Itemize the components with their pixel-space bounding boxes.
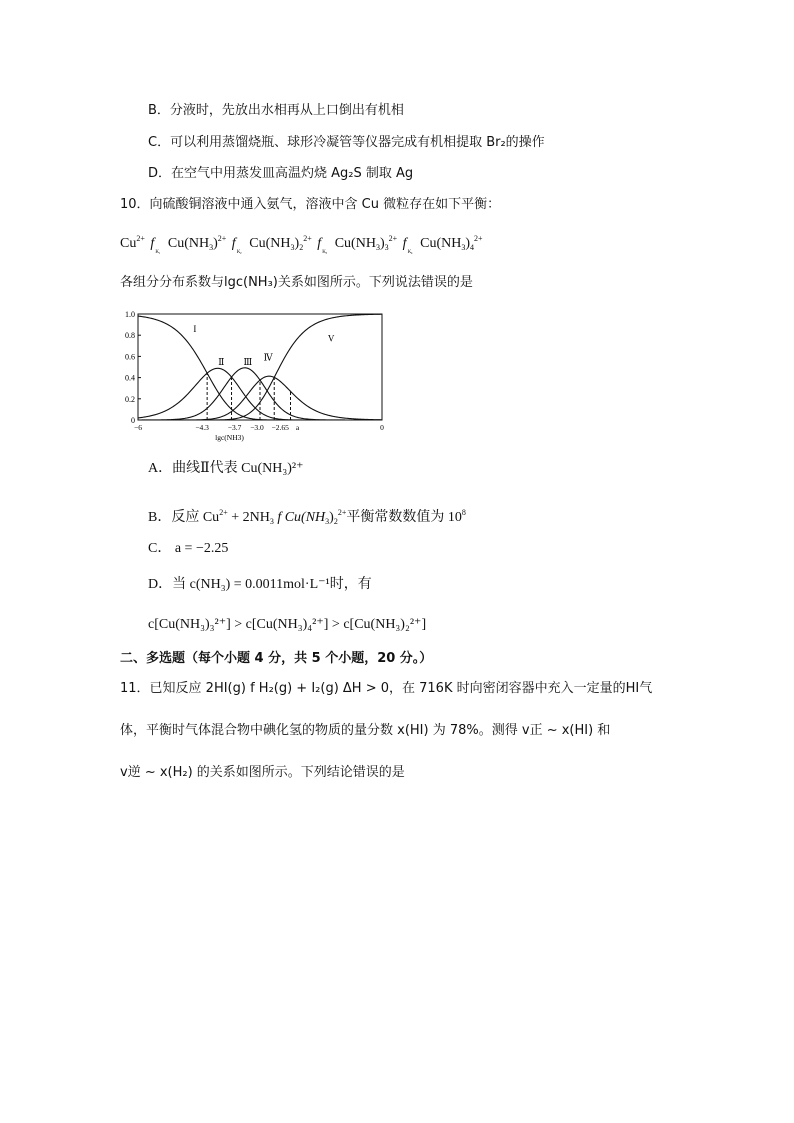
question-11-line1: 11．已知反应 2HI(g) f H₂(g) + I₂(g) ΔH > 0，在 716K 时向密闭容器中充入一定量的HI气: [120, 681, 653, 696]
x-tick-label: a: [295, 423, 300, 432]
x-tick-label: 0: [380, 423, 384, 432]
series-label: V: [327, 333, 335, 344]
eq-arrow-3: f K₃: [317, 236, 327, 255]
option-d: D．在空气中用蒸发皿高温灼烧 Ag₂S 制取 Ag: [148, 166, 414, 181]
eq-arrow-1: f K₁: [150, 236, 160, 255]
eq-arrow-2: f K₂: [231, 236, 242, 255]
y-tick-label: 0.8: [125, 331, 135, 341]
y-tick-label: 0.4: [125, 373, 135, 383]
option-a: A．曲线Ⅱ代表 Cu(NH₃)²⁺: [148, 461, 304, 476]
option-b: B．分液时，先放出水相再从上口倒出有机相: [148, 103, 404, 118]
y-tick-label: 0.6: [125, 352, 135, 362]
x-axis-label: lgc(NH3): [215, 433, 244, 442]
eq-arrow-4: f K₄: [402, 236, 412, 255]
x-tick-label: −3.0: [250, 423, 264, 432]
series-label: Ⅱ: [218, 356, 225, 367]
option-d-line1: D．当 c(NH₃) = 0.0011mol·L⁻¹时，有: [148, 577, 372, 592]
y-tick-label: 0.2: [125, 394, 135, 404]
equilibrium-chain: $Cu^{2+}$ f K₁ $Cu(NH_3)^{2+}$ f K₂ $Cu(NH_3)_2^{2+}$ f K₃ $Cu(NH_3)_3^{2+}$ f K₄ $Cu(NH_3)_4^{2+}$: [120, 234, 483, 255]
x-tick-label: −4.3: [195, 423, 209, 432]
distribution-chart: [116, 306, 392, 448]
y-tick-label: 1.0: [125, 310, 135, 319]
chart-plot: [125, 310, 384, 442]
eq-cu: Cu: [120, 236, 137, 251]
section-2-heading: 二、多选题（每个小题 4 分，共 5 个小题，20 分。）: [120, 651, 433, 666]
question-11-line3: v逆 ~ x(H₂) 的关系如图所示。下列结论错误的是: [120, 765, 405, 780]
y-tick-label: 0: [131, 416, 135, 425]
question-11-line2: 体，平衡时气体混合物中碘化氢的物质的量分数 x(HI) 为 78%。测得 v正 ~ x(HI) 和: [120, 723, 611, 738]
option-c: C．可以利用蒸馏烧瓶、球形冷凝管等仪器完成有机相提取 Br₂的操作: [148, 135, 545, 150]
x-tick-label: −6: [134, 423, 142, 432]
series-label: Ⅳ: [263, 352, 273, 363]
series-label: Ⅲ: [243, 356, 253, 367]
x-tick-label: −3.7: [227, 423, 242, 432]
option-b-reaction: B．反应 $Cu^{2+} + 2NH_3$ f $Cu(NH_3)_2^{2+}$平衡常数数值为 $10^8$: [148, 508, 466, 526]
option-c-value: C． a = −2.25: [148, 541, 229, 556]
question-10-desc: 各组分分布系数与lgc(NH₃)关系如图所示。下列说法错误的是: [120, 275, 473, 290]
series-label: I: [193, 324, 197, 335]
question-10-stem: 10．向硫酸铜溶液中通入氨气，溶液中含 Cu 微粒存在如下平衡：: [120, 197, 501, 212]
x-tick-label: −2.65: [271, 423, 289, 432]
option-d-line2: c[Cu(NH₃)₃²⁺] > c[Cu(NH₃)₄²⁺] > c[Cu(NH₃)₂²⁺]: [148, 617, 427, 632]
